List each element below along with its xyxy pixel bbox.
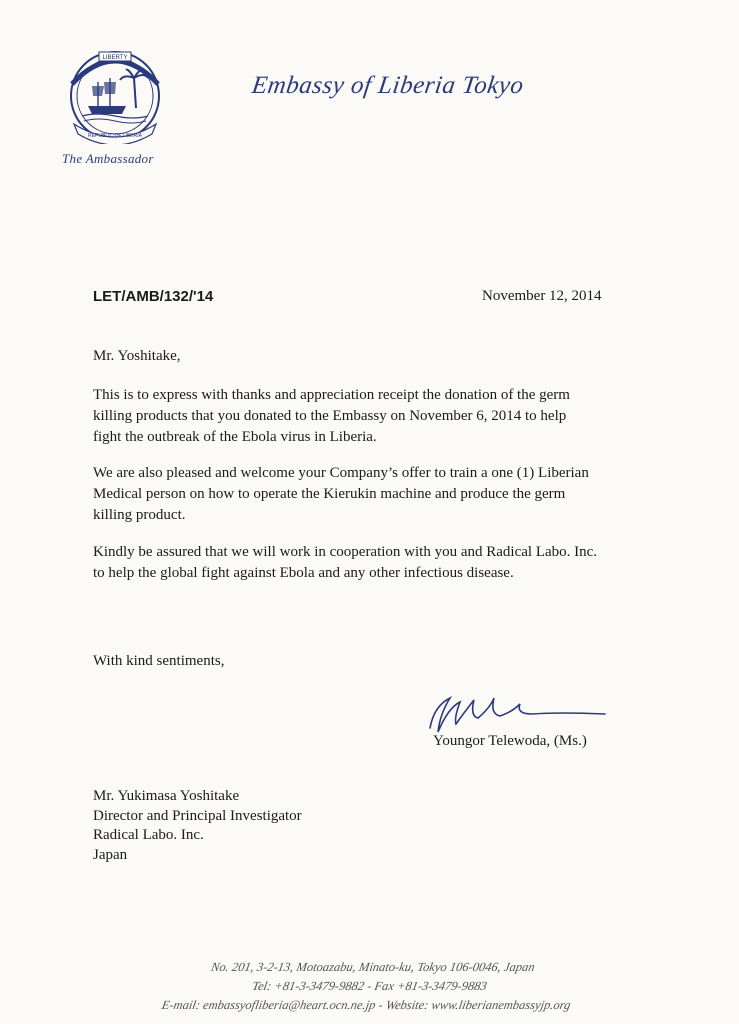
reference-number: LET/AMB/132/'14 [93,288,214,305]
paragraph-line: This is to express with thanks and appreciation receipt the donation of the germ [93,387,570,403]
paragraph-line: fight the outbreak of the Ebola virus in Liberia. [93,429,377,445]
paragraph-line: Kindly be assured that we will work in cooperation with you and Radical Labo. Inc. [93,544,598,560]
recipient-country: Japan [93,846,128,863]
paragraph-line: to help the global fight against Ebola and any other infectious disease. [93,565,514,581]
embassy-title: Embassy of Liberia Tokyo [250,72,526,99]
svg-text:LIBERTY: LIBERTY [102,55,128,61]
paragraph-line: killing product. [93,507,186,523]
footer-email-web: E-mail: embassyofliberia@heart.ocn.ne.jp - Website: www.liberianembassyjp.org [160,998,572,1012]
salutation: Mr. Yoshitake, [93,348,181,364]
closing: With kind sentiments, [93,653,225,669]
recipient-company: Radical Labo. Inc. [93,827,204,843]
paragraph-2 [93,463,653,526]
paragraph-line: We are also pleased and welcome your Company’s offer to train a one (1) Liberian [93,465,589,481]
signature-icon [420,688,610,738]
ambassador-label: The Ambassador [62,151,154,166]
liberia-seal-icon [66,44,164,144]
paragraph-3 [93,542,653,584]
recipient-name: Mr. Yukimasa Yoshitake [93,788,240,804]
paragraph-line: Medical person on how to operate the Kierukin machine and produce the germ [93,486,566,502]
letter-date: November 12, 2014 [482,288,602,304]
footer-phone-fax: Tel: +81-3-3479-9882 - Fax +81-3-3479-9883 [251,979,489,993]
paragraph-1 [93,385,653,448]
signer-name: Youngor Telewoda, (Ms.) [433,733,587,749]
recipient-address [93,787,302,865]
recipient-title: Director and Principal Investigator [93,807,302,824]
footer-address: No. 201, 3-2-13, Motoazabu, Minato-ku, Tokyo 106-0046, Japan [209,960,536,974]
paragraph-line: killing products that you donated to the Embassy on November 6, 2014 to help [93,408,567,424]
svg-text:REPUBLIC OF LIBERIA: REPUBLIC OF LIBERIA [88,133,142,139]
letterhead-footer [0,958,739,1015]
